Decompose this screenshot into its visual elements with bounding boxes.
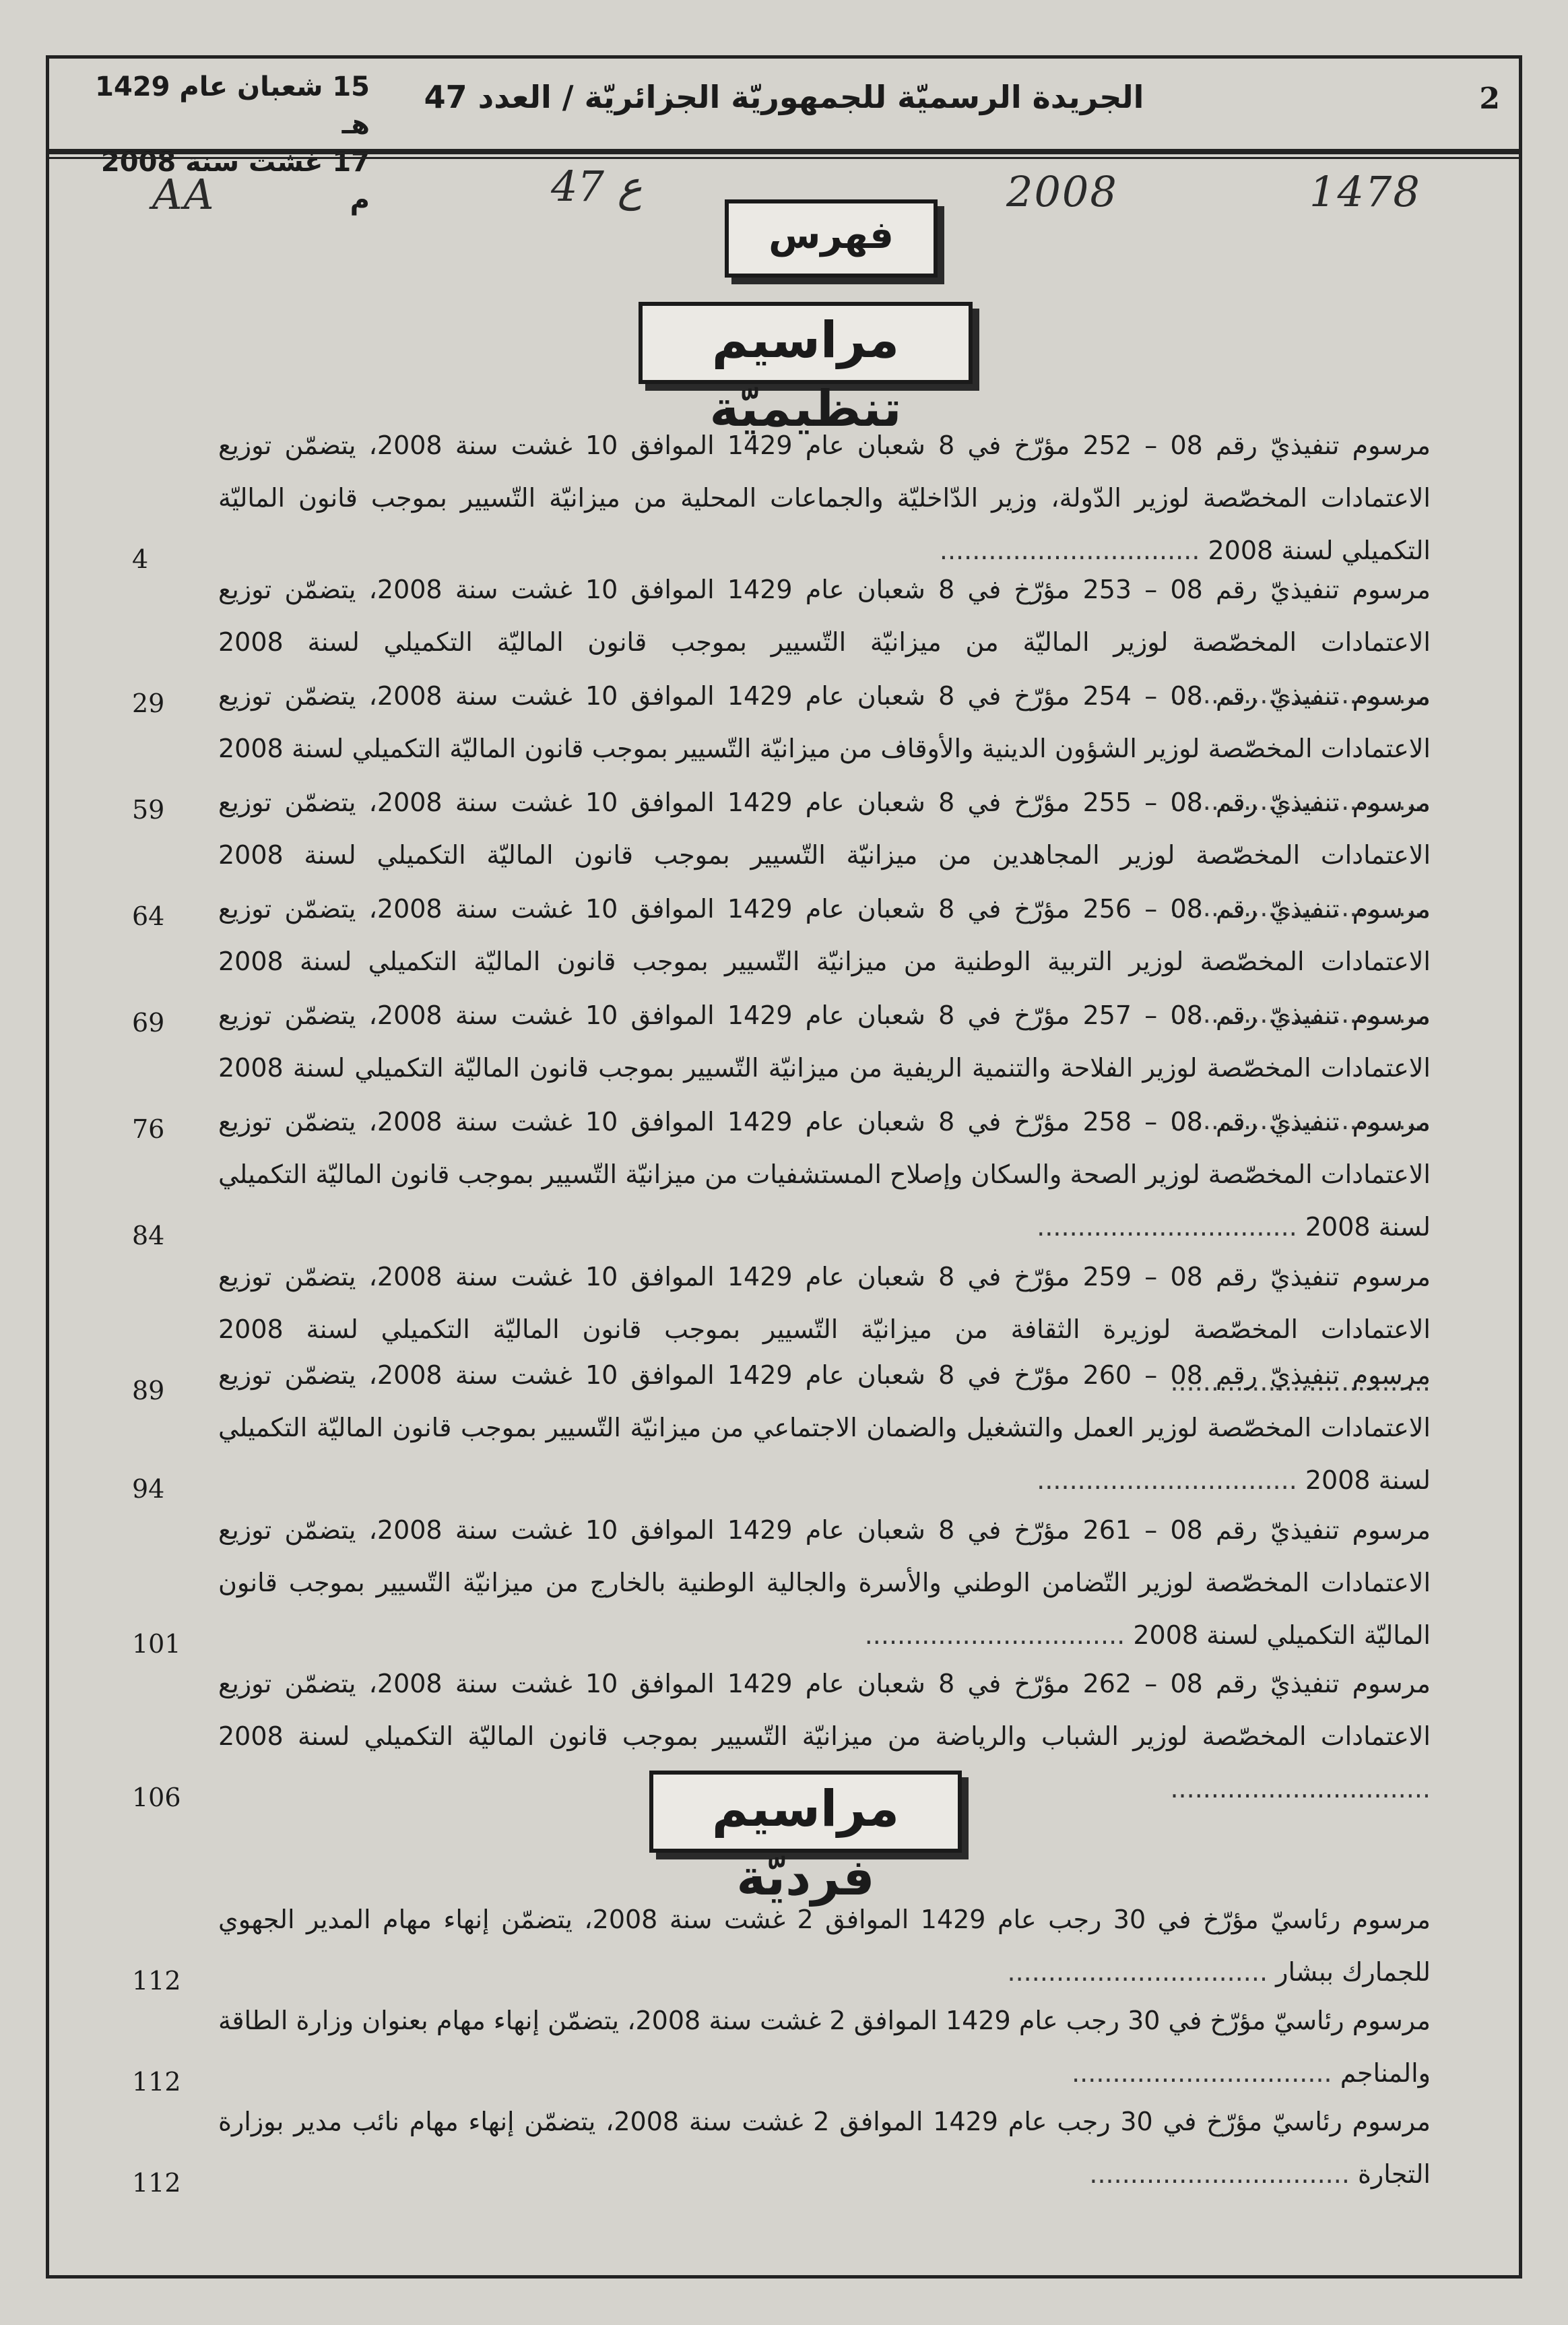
- toc-entry[interactable]: [115, 1349, 1431, 1506]
- journal-title: الجريدة الرسميّة للجمهوريّة الجزائريّة / العدد 47: [424, 79, 1144, 115]
- toc-entry-page: 89: [132, 1376, 165, 1405]
- toc-entry-text: مرسوم تنفيذيّ رقم 08 – 255 مؤرّخ في 8 شعبان عام 1429 الموافق 10 غشت سنة 2008، يتضمّن توزيع الاعتمادات المخصّصة لوزير المجاهدين من ميزانيّة التّسيير بموجب قانون الماليّة التكميلي لسنة 2008 .....: [218, 776, 1431, 934]
- toc-entry-text: مرسوم تنفيذيّ رقم 08 – 262 مؤرّخ في 8 شعبان عام 1429 الموافق 10 غشت سنة 2008، يتضمّن توزيع الاعتمادات المخصّصة لوزير الشباب والرياضة من ميزانيّة التّسيير بموجب قانون الماليّة التكميلي لسنة 2008 .....: [218, 1657, 1431, 1815]
- toc-entry-page: 112: [132, 2168, 181, 2198]
- toc-entry-page: 112: [132, 1966, 181, 1996]
- toc-entry-text: مرسوم تنفيذيّ رقم 08 – 252 مؤرّخ في 8 شعبان عام 1429 الموافق 10 غشت سنة 2008، يتضمّن توزيع الاعتمادات المخصّصة لوزير الدّولة، وزير الدّاخليّة والجماعات المحلية من ميزانيّة التّسيير بموجب قانون الماليّة التكميلي لسنة 2008 .....: [218, 419, 1431, 577]
- toc-entry[interactable]: [115, 1504, 1431, 1661]
- toc-entry-page: 84: [132, 1221, 165, 1250]
- toc-entry-page: 94: [132, 1474, 165, 1504]
- toc-entry-text: مرسوم تنفيذيّ رقم 08 – 259 مؤرّخ في 8 شعبان عام 1429 الموافق 10 غشت سنة 2008، يتضمّن توزيع الاعتمادات المخصّصة لوزيرة الثقافة من ميزانيّة التّسيير بموجب قانون الماليّة التكميلي لسنة 2008 .....: [218, 1250, 1431, 1408]
- toc-entry-page: 59: [132, 795, 165, 825]
- toc-entry-text: مرسوم تنفيذيّ رقم 08 – 256 مؤرّخ في 8 شعبان عام 1429 الموافق 10 غشت سنة 2008، يتضمّن توزيع الاعتمادات المخصّصة لوزير التربية الوطنية من ميزانيّة التّسيير بموجب قانون الماليّة التكميلي لسنة 2008 .....: [218, 883, 1431, 1040]
- handwriting-issue: ع 47: [551, 162, 643, 211]
- toc-entry-text: مرسوم تنفيذيّ رقم 08 – 253 مؤرّخ في 8 شعبان عام 1429 الموافق 10 غشت سنة 2008، يتضمّن توزيع الاعتمادات المخصّصة لوزير الماليّة من ميزانيّة التّسيير بموجب قانون الماليّة التكميلي لسنة 2008 .....: [218, 563, 1431, 721]
- toc-entry-page: 64: [132, 901, 165, 931]
- toc-entry-page: 106: [132, 1783, 181, 1812]
- page-number: 2: [1479, 82, 1500, 116]
- toc-entry-text: مرسوم تنفيذيّ رقم 08 – 260 مؤرّخ في 8 شعبان عام 1429 الموافق 10 غشت سنة 2008، يتضمّن توزيع الاعتمادات المخصّصة لوزير العمل والتشغيل والضمان الاجتماعي من ميزانيّة التّسيير بموجب قانون الماليّة التكميلي لسنة 2008 .....: [218, 1349, 1431, 1506]
- toc-entry-page: 4: [132, 544, 149, 574]
- header-dates: [87, 68, 370, 219]
- toc-entry-page: 76: [132, 1114, 165, 1144]
- hijri-date: 15 شعبان عام 1429 هـ: [95, 71, 370, 140]
- toc-entry-page: 112: [132, 2067, 181, 2097]
- toc-entry-text: مرسوم تنفيذيّ رقم 08 – 257 مؤرّخ في 8 شعبان عام 1429 الموافق 10 غشت سنة 2008، يتضمّن توزيع الاعتمادات المخصّصة لوزير الفلاحة والتنمية الريفية من ميزانيّة التّسيير بموجب قانون الماليّة التكميلي لسنة 2008 .....: [218, 989, 1431, 1147]
- toc-entry[interactable]: [115, 1095, 1431, 1253]
- toc-entry-text: مرسوم تنفيذيّ رقم 08 – 258 مؤرّخ في 8 شعبان عام 1429 الموافق 10 غشت سنة 2008، يتضمّن توزيع الاعتمادات المخصّصة لوزير الصحة والسكان وإصلاح المستشفيات من ميزانيّة التّسيير بموجب قانون الماليّة التكميلي لسنة 2008 .....: [218, 1095, 1431, 1253]
- toc-entry[interactable]: [115, 2095, 1431, 2200]
- toc-entry[interactable]: [115, 1893, 1431, 1998]
- toc-entry-text: مرسوم رئاسيّ مؤرّخ في 30 رجب عام 1429 الموافق 2 غشت سنة 2008، يتضمّن إنهاء مهام المدير الجهوي للجمارك ببشار .....: [218, 1893, 1431, 1998]
- toc-entry[interactable]: [115, 1994, 1431, 2099]
- index-title: فهرس: [725, 199, 938, 278]
- toc-entry-text: مرسوم تنفيذيّ رقم 08 – 254 مؤرّخ في 8 شعبان عام 1429 الموافق 10 غشت سنة 2008، يتضمّن توزيع الاعتمادات المخصّصة لوزير الشؤون الدينية والأوقاف من ميزانيّة التّسيير بموجب قانون الماليّة التكميلي لسنة 2008 .....: [218, 670, 1431, 827]
- header-rule: [46, 152, 1522, 159]
- toc-entry-text: مرسوم رئاسيّ مؤرّخ في 30 رجب عام 1429 الموافق 2 غشت سنة 2008، يتضمّن إنهاء مهام نائب مدير بوزارة التجارة .....: [218, 2095, 1431, 2200]
- toc-entry[interactable]: [115, 419, 1431, 577]
- handwriting-year: 2008: [1006, 167, 1118, 216]
- toc-entry-page: 29: [132, 689, 165, 718]
- section-title-individual: مراسيم فرديّة: [649, 1771, 962, 1853]
- handwriting-initials: AA: [152, 170, 216, 219]
- toc-entry-text: مرسوم رئاسيّ مؤرّخ في 30 رجب عام 1429 الموافق 2 غشت سنة 2008، يتضمّن إنهاء مهام بعنوان وزارة الطاقة والمناجم .....: [218, 1994, 1431, 2099]
- toc-entry-page: 101: [132, 1629, 181, 1659]
- handwriting-number: 1478: [1309, 167, 1421, 216]
- gregorian-date: 17 غشت سنة 2008 م: [100, 147, 370, 216]
- section-title-regulatory: مراسيم تنظيميّة: [639, 302, 973, 384]
- toc-entry-text: مرسوم تنفيذيّ رقم 08 – 261 مؤرّخ في 8 شعبان عام 1429 الموافق 10 غشت سنة 2008، يتضمّن توزيع الاعتمادات المخصّصة لوزير التّضامن الوطني والأسرة والجالية الوطنية بالخارج من ميزانيّة التّسيير بموجب قانون الماليّة التكميلي لسنة 2008 .....: [218, 1504, 1431, 1661]
- toc-entry-page: 69: [132, 1008, 165, 1038]
